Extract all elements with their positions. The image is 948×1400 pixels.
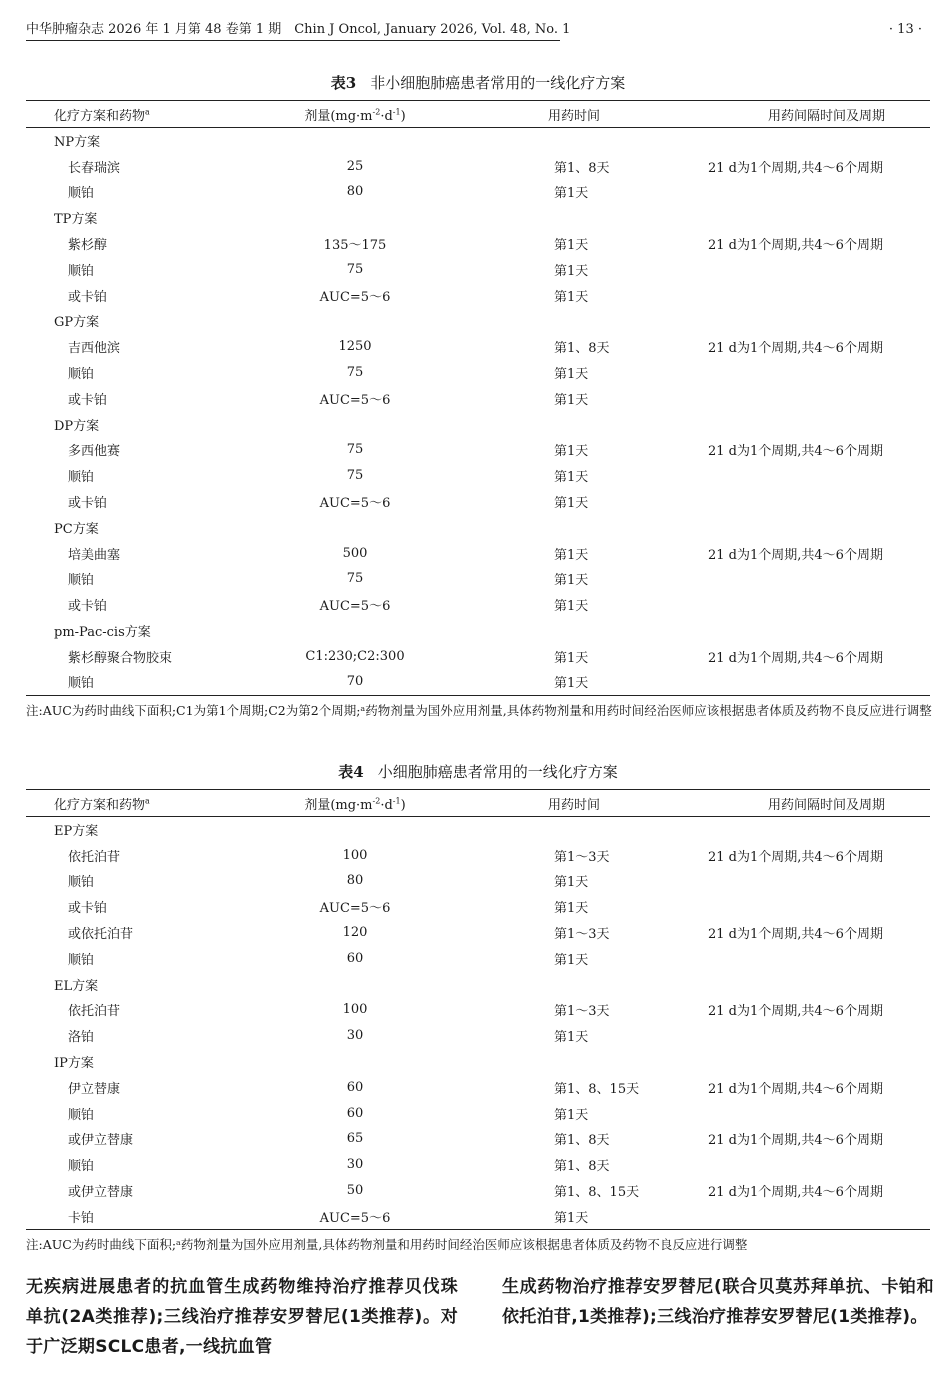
dose-value: AUC=5～6 bbox=[319, 392, 391, 408]
dose-value: 80 bbox=[346, 873, 364, 889]
drug-row bbox=[26, 282, 930, 308]
dose-value: 25 bbox=[346, 158, 364, 174]
dose-value: 65 bbox=[346, 1131, 364, 1147]
dose-label-end: ) bbox=[400, 797, 406, 813]
footnote-mark: a bbox=[145, 107, 150, 117]
schedule-value: 第1天 bbox=[554, 444, 589, 460]
schedule-value: 第1天 bbox=[554, 547, 589, 563]
drug-row bbox=[26, 1126, 930, 1152]
cycle-value bbox=[674, 566, 930, 592]
schedule-value: 第1天 bbox=[554, 573, 589, 589]
drug-name: 顺铂 bbox=[68, 263, 95, 279]
drug-name: 或卡铂 bbox=[68, 496, 108, 512]
table4-caption bbox=[26, 762, 930, 782]
drug-name: 顺铂 bbox=[68, 573, 95, 589]
schedule-value: 第1天 bbox=[554, 186, 589, 202]
cycle-value bbox=[674, 1100, 930, 1126]
dose-value: 75 bbox=[346, 468, 364, 484]
drug-name: 顺铂 bbox=[26, 669, 236, 695]
col-cycle-header: 用药间隔时间及周期 bbox=[674, 101, 930, 128]
schedule-value: 第1、8天 bbox=[554, 160, 610, 176]
dose-value: AUC=5～6 bbox=[319, 599, 391, 615]
drug-name: 伊立替康 bbox=[68, 1081, 121, 1097]
schedule-value: 第1天 bbox=[554, 599, 589, 615]
dose-value: 75 bbox=[346, 365, 364, 381]
cycle-value bbox=[674, 256, 930, 282]
table4-header-row bbox=[26, 790, 930, 817]
drug-name: 或卡铂 bbox=[68, 901, 108, 917]
dose-value: 100 bbox=[342, 847, 368, 863]
drug-row bbox=[26, 894, 930, 920]
drug-row bbox=[26, 1074, 930, 1100]
cycle-value bbox=[674, 489, 930, 515]
dose-value: 1250 bbox=[338, 339, 372, 355]
drug-row bbox=[26, 179, 930, 205]
schedule-value: 第1天 bbox=[474, 669, 674, 695]
drug-name: 或伊立替康 bbox=[68, 1133, 134, 1149]
regimen-row bbox=[26, 971, 930, 997]
cycle-value: 21 d为1个周期,共4～6个周期 bbox=[708, 1004, 883, 1020]
schedule-value: 第1、8、15天 bbox=[554, 1081, 640, 1097]
drug-row bbox=[26, 385, 930, 411]
col-regimen-header bbox=[26, 101, 236, 128]
regimen-name: GP方案 bbox=[54, 315, 100, 331]
dose-value: AUC=5～6 bbox=[236, 1203, 474, 1229]
regimen-row bbox=[26, 128, 930, 154]
regimen-name: IP方案 bbox=[54, 1056, 94, 1072]
drug-row bbox=[26, 1152, 930, 1178]
col-time-header: 用药时间 bbox=[474, 101, 674, 128]
drug-row bbox=[26, 669, 930, 695]
cycle-value bbox=[674, 592, 930, 618]
schedule-value: 第1天 bbox=[554, 367, 589, 383]
body-text-left-column: 无疾病进展患者的抗血管生成药物维持治疗推荐贝伐珠单抗(2A类推荐);三线治疗推荐安罗替尼(1类推荐)。对于广泛期SCLC患者,一线抗血管 bbox=[26, 1277, 458, 1357]
schedule-value: 第1天 bbox=[554, 1107, 589, 1123]
dose-label-end: ) bbox=[400, 108, 406, 124]
table3-title: 非小细胞肺癌患者常用的一线化疗方案 bbox=[370, 74, 626, 92]
schedule-value: 第1天 bbox=[554, 470, 589, 486]
regimen-row bbox=[26, 411, 930, 437]
regimen-row bbox=[26, 618, 930, 644]
dose-value: 75 bbox=[346, 571, 364, 587]
drug-name: 多西他赛 bbox=[68, 444, 121, 460]
schedule-value: 第1天 bbox=[554, 901, 589, 917]
drug-row bbox=[26, 153, 930, 179]
schedule-value: 第1天 bbox=[474, 1203, 674, 1229]
schedule-value: 第1、8天 bbox=[554, 1159, 610, 1175]
dose-exp-1: -2 bbox=[372, 796, 381, 806]
regimen-name: DP方案 bbox=[54, 418, 100, 434]
table4-label: 表4 bbox=[338, 763, 364, 781]
drug-name: 长春瑞滨 bbox=[68, 160, 121, 176]
cycle-value bbox=[674, 282, 930, 308]
cycle-value bbox=[674, 1023, 930, 1049]
drug-name: 卡铂 bbox=[26, 1203, 236, 1229]
running-header bbox=[26, 19, 922, 41]
table3-note: 注:AUC为药时曲线下面积;C1为第1个周期;C2为第2个周期;ᵃ药物剂量为国外应用剂量,具体药物剂量和用药时间经治医师应该根据患者体质及药物不良反应进行调整 bbox=[26, 703, 932, 718]
table3-body bbox=[26, 128, 930, 696]
col-time-header: 用药时间 bbox=[474, 790, 674, 817]
cycle-value: 21 d为1个周期,共4～6个周期 bbox=[708, 650, 883, 666]
dose-value: AUC=5～6 bbox=[319, 289, 391, 305]
dose-value: AUC=5～6 bbox=[319, 901, 391, 917]
drug-row bbox=[26, 463, 930, 489]
table3-label: 表3 bbox=[330, 74, 357, 92]
schedule-value: 第1天 bbox=[554, 875, 589, 891]
dose-value: C1:230;C2:300 bbox=[305, 648, 405, 664]
footnote-mark: a bbox=[145, 796, 150, 806]
cycle-value: 21 d为1个周期,共4～6个周期 bbox=[708, 444, 883, 460]
drug-name: 或伊立替康 bbox=[68, 1185, 134, 1201]
dose-exp-1: -2 bbox=[372, 107, 381, 117]
cycle-value bbox=[674, 868, 930, 894]
drug-name: 顺铂 bbox=[68, 875, 95, 891]
schedule-value: 第1天 bbox=[554, 1030, 589, 1046]
dose-value: 30 bbox=[346, 1157, 364, 1173]
col-dose-header bbox=[236, 101, 474, 128]
col-regimen-label: 化疗方案和药物 bbox=[54, 108, 146, 124]
dose-value: 135～175 bbox=[323, 238, 387, 254]
drug-name: 紫杉醇聚合物胶束 bbox=[68, 650, 173, 666]
drug-row bbox=[26, 231, 930, 257]
schedule-value: 第1天 bbox=[554, 952, 589, 968]
dose-exp-2: -1 bbox=[392, 796, 401, 806]
cycle-value: 21 d为1个周期,共4～6个周期 bbox=[708, 160, 883, 176]
schedule-value: 第1～3天 bbox=[554, 1004, 610, 1020]
drug-name: 顺铂 bbox=[68, 1107, 95, 1123]
dose-value: AUC=5～6 bbox=[319, 496, 391, 512]
drug-row bbox=[26, 842, 930, 868]
journal-citation: 中华肿瘤杂志 2026 年 1 月第 48 卷第 1 期 Chin J Oncol, January 2026, Vol. 48, No. 1 bbox=[26, 22, 571, 37]
dose-value: 80 bbox=[346, 184, 364, 200]
table4-body bbox=[26, 817, 930, 1230]
drug-row bbox=[26, 997, 930, 1023]
drug-row bbox=[26, 868, 930, 894]
dose-label-mid: ·d bbox=[380, 108, 393, 124]
col-cycle-header: 用药间隔时间及周期 bbox=[674, 790, 930, 817]
drug-row bbox=[26, 566, 930, 592]
schedule-value: 第1天 bbox=[554, 650, 589, 666]
dose-value: 30 bbox=[346, 1028, 364, 1044]
drug-name: 洛铂 bbox=[68, 1030, 95, 1046]
drug-name: 依托泊苷 bbox=[68, 1004, 121, 1020]
drug-row bbox=[26, 437, 930, 463]
drug-row bbox=[26, 540, 930, 566]
page-number: · 13 · bbox=[888, 22, 922, 37]
drug-name: 培美曲塞 bbox=[68, 547, 121, 563]
dose-value: 120 bbox=[342, 925, 368, 941]
cycle-value: 21 d为1个周期,共4～6个周期 bbox=[708, 1185, 883, 1201]
cycle-value bbox=[674, 385, 930, 411]
drug-row bbox=[26, 360, 930, 386]
dose-label: 剂量(mg·m bbox=[304, 797, 373, 813]
table4 bbox=[26, 789, 930, 1230]
schedule-value: 第1、8天 bbox=[554, 1133, 610, 1149]
regimen-row bbox=[26, 308, 930, 334]
drug-name: 顺铂 bbox=[68, 367, 95, 383]
dose-label: 剂量(mg·m bbox=[304, 108, 373, 124]
header-rule bbox=[26, 40, 560, 41]
col-regimen-label: 化疗方案和药物 bbox=[54, 797, 146, 813]
cycle-value bbox=[674, 1203, 930, 1229]
drug-row bbox=[26, 643, 930, 669]
drug-name: 紫杉醇 bbox=[68, 238, 108, 254]
regimen-row bbox=[26, 514, 930, 540]
schedule-value: 第1天 bbox=[554, 238, 589, 254]
schedule-value: 第1天 bbox=[554, 263, 589, 279]
table3-header-row bbox=[26, 101, 930, 128]
dose-value: 60 bbox=[346, 950, 364, 966]
cycle-value bbox=[674, 945, 930, 971]
schedule-value: 第1、8天 bbox=[554, 341, 610, 357]
dose-exp-2: -1 bbox=[392, 107, 401, 117]
col-dose-header bbox=[236, 790, 474, 817]
drug-name: 或依托泊苷 bbox=[68, 927, 134, 943]
regimen-name: PC方案 bbox=[54, 521, 99, 537]
regimen-row bbox=[26, 817, 930, 843]
drug-name: 顺铂 bbox=[68, 952, 95, 968]
cycle-value bbox=[674, 1152, 930, 1178]
schedule-value: 第1～3天 bbox=[554, 849, 610, 865]
drug-row bbox=[26, 920, 930, 946]
schedule-value: 第1～3天 bbox=[554, 927, 610, 943]
drug-row bbox=[26, 1203, 930, 1229]
table4-title: 小细胞肺癌患者常用的一线化疗方案 bbox=[377, 763, 618, 781]
cycle-value: 21 d为1个周期,共4～6个周期 bbox=[708, 1133, 883, 1149]
regimen-name: EP方案 bbox=[54, 824, 99, 840]
cycle-value: 21 d为1个周期,共4～6个周期 bbox=[708, 238, 883, 254]
regimen-name: TP方案 bbox=[54, 212, 98, 228]
drug-name: 吉西他滨 bbox=[68, 341, 121, 357]
drug-row bbox=[26, 945, 930, 971]
drug-name: 顺铂 bbox=[68, 1159, 95, 1175]
dose-value: 50 bbox=[346, 1183, 364, 1199]
table3 bbox=[26, 100, 930, 696]
drug-row bbox=[26, 1100, 930, 1126]
drug-name: 依托泊苷 bbox=[68, 849, 121, 865]
regimen-row bbox=[26, 205, 930, 231]
dose-value: 60 bbox=[346, 1105, 364, 1121]
schedule-value: 第1天 bbox=[554, 496, 589, 512]
cycle-value: 21 d为1个周期,共4～6个周期 bbox=[708, 547, 883, 563]
cycle-value: 21 d为1个周期,共4～6个周期 bbox=[708, 849, 883, 865]
drug-row bbox=[26, 334, 930, 360]
cycle-value: 21 d为1个周期,共4～6个周期 bbox=[708, 1081, 883, 1097]
cycle-value: 21 d为1个周期,共4～6个周期 bbox=[708, 341, 883, 357]
cycle-value bbox=[674, 360, 930, 386]
schedule-value: 第1天 bbox=[554, 289, 589, 305]
drug-row bbox=[26, 256, 930, 282]
regimen-row bbox=[26, 1049, 930, 1075]
cycle-value bbox=[674, 669, 930, 695]
drug-row bbox=[26, 1178, 930, 1204]
drug-row bbox=[26, 1023, 930, 1049]
drug-name: 顺铂 bbox=[68, 470, 95, 486]
regimen-name: pm-Pac-cis方案 bbox=[54, 625, 151, 641]
drug-name: 或卡铂 bbox=[68, 599, 108, 615]
dose-value: 500 bbox=[342, 545, 368, 561]
drug-row bbox=[26, 489, 930, 515]
cycle-value bbox=[674, 179, 930, 205]
dose-value: 75 bbox=[346, 261, 364, 277]
regimen-name: NP方案 bbox=[54, 135, 101, 151]
dose-value: 70 bbox=[236, 669, 474, 695]
dose-value: 100 bbox=[342, 1002, 368, 1018]
body-text-right-column: 生成药物治疗推荐安罗替尼(联合贝莫苏拜单抗、卡铂和依托泊苷,1类推荐);三线治疗推荐安罗替尼(1类推荐)。 bbox=[502, 1277, 934, 1327]
dose-value: 75 bbox=[346, 442, 364, 458]
regimen-name: EL方案 bbox=[54, 978, 99, 994]
drug-name: 或卡铂 bbox=[68, 392, 108, 408]
drug-name: 或卡铂 bbox=[68, 289, 108, 305]
dose-label-mid: ·d bbox=[380, 797, 393, 813]
cycle-value: 21 d为1个周期,共4～6个周期 bbox=[708, 927, 883, 943]
cycle-value bbox=[674, 463, 930, 489]
drug-row bbox=[26, 592, 930, 618]
col-regimen-header bbox=[26, 790, 236, 817]
table4-note: 注:AUC为药时曲线下面积;ᵃ药物剂量为国外应用剂量,具体药物剂量和用药时间经治医师应该根据患者体质及药物不良反应进行调整 bbox=[26, 1237, 748, 1252]
table3-caption bbox=[26, 73, 930, 93]
dose-value: 60 bbox=[346, 1079, 364, 1095]
schedule-value: 第1、8、15天 bbox=[554, 1185, 640, 1201]
schedule-value: 第1天 bbox=[554, 392, 589, 408]
drug-name: 顺铂 bbox=[68, 186, 95, 202]
cycle-value bbox=[674, 894, 930, 920]
